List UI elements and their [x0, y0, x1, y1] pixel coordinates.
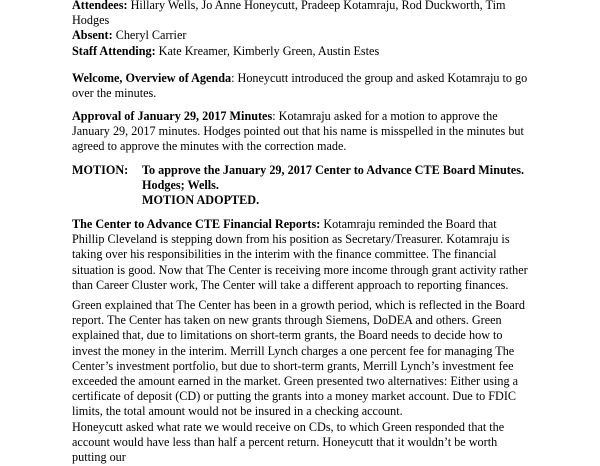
welcome-heading: Welcome, Overview of Agenda — [72, 71, 232, 85]
growth-paragraph: Green explained that The Center has been in a growth period, which is reflected in the Board report. The Center has taken on new grants through Siemens, DoDEA and others. Green explained that, due to limitations on short-term grants, the Board needs to decide how to invest the money in the interim. Merrill Lynch charges a one percent fee for managing The Center’s investment portfolio, but due to short-term grants, Merrill Lynch’s investment fee exceeded the amount earned in the market. Green presented two alternatives: Either using a certificate of deposit (CD) or putting the grants into a money market account. Due to FDIC limits, the total amount would not be insured in a checking account. — [72, 298, 525, 419]
welcome-paragraph — [72, 71, 532, 101]
motion-text: To approve the January 29, 2017 Center to Advance CTE Board Minutes. — [142, 163, 525, 177]
staff-label: Staff Attending: — [72, 43, 156, 58]
motion-movers: Hodges; Wells. — [142, 178, 219, 193]
attendees-names: Hillary Wells, Jo Anne Honeycutt, Pradeep Kotamraju, Rod Duckworth, Tim — [130, 0, 506, 12]
welcome-text: : Honeycutt introduced the group and asked Kotamraju to go over the minutes. — [72, 71, 528, 101]
approval-paragraph — [72, 109, 532, 155]
absent-names: Cheryl Carrier — [115, 28, 187, 43]
motion-result: MOTION ADOPTED. — [142, 193, 260, 208]
attendees-names-continued: Hodges — [72, 13, 110, 28]
financial-text: Kotamraju reminded the Board that Phillip Cleveland is stepping down from his position as Secretary/Treasurer. Kotamraju is taking over his responsibilities in the interim with the finance committee. The financial situation is good. Now that The Center is receiving more income through grant activity rather than Career Cluster work, The Center will take a different approach to reporting finances. — [72, 217, 528, 292]
absent-line — [72, 28, 532, 43]
attendees-label: Attendees: — [72, 0, 128, 12]
absent-label: Absent: — [72, 28, 113, 43]
approval-heading: Approval of January 29, 2017 Minutes — [72, 109, 273, 123]
staff-names: Kate Kreamer, Kimberly Green, Austin Estes — [158, 43, 380, 58]
financial-heading: The Center to Advance CTE Financial Reports: — [72, 217, 321, 231]
meeting-participants — [72, 0, 532, 59]
staff-line — [72, 44, 532, 59]
financial-paragraph — [72, 217, 532, 293]
motion-label: MOTION: — [72, 163, 129, 177]
attendees-line — [72, 0, 532, 13]
cds-paragraph: Honeycutt asked what rate we would receive on CDs, to which Green responded that the account would have less than half a percent return. Honeycutt that it wouldn’t be worth putting our — [72, 420, 505, 465]
approval-text: : Kotamraju asked for a motion to approve the January 29, 2017 minutes. Hodges pointed out that his name is misspelled in the minutes but agreed to approve the minutes with the correction made. — [72, 109, 524, 154]
